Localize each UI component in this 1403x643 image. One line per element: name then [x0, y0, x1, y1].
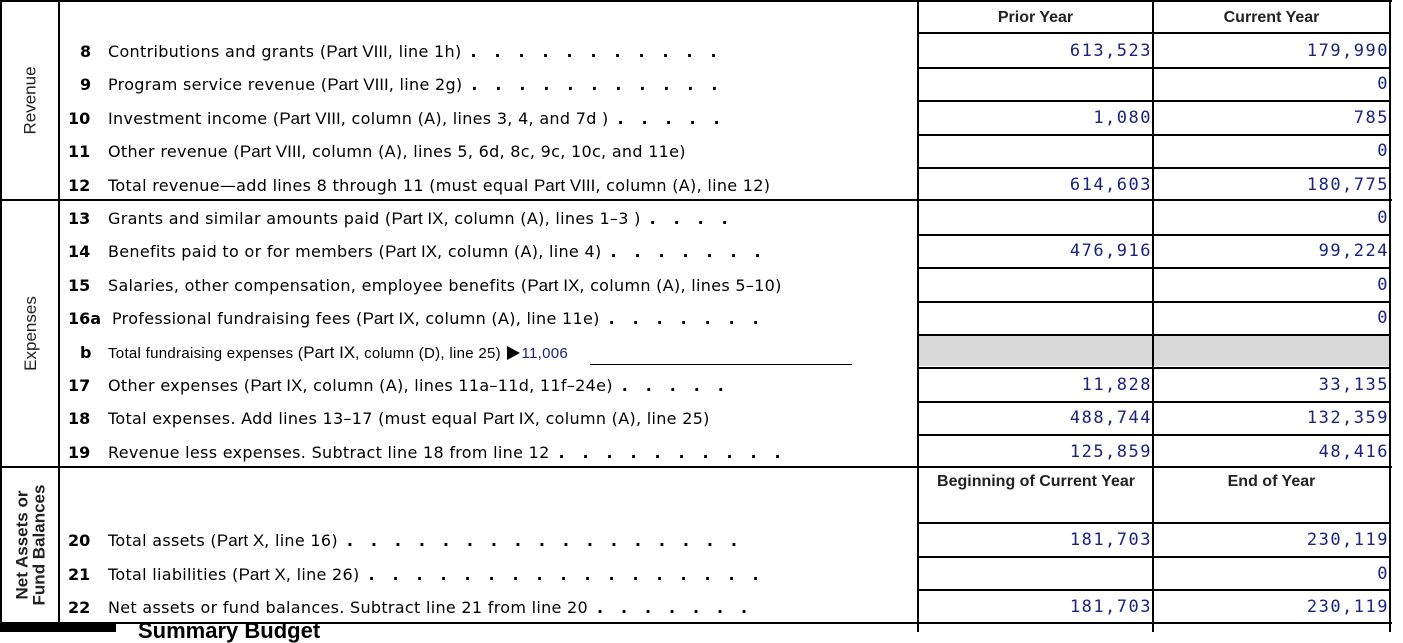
cell-border: [917, 589, 1391, 591]
prior-year-value: [920, 558, 1152, 591]
current-year-value: 33,135: [1318, 375, 1389, 395]
line-number: 14: [68, 242, 91, 261]
line-number: 17: [68, 376, 91, 395]
prior-year-value: [920, 202, 1152, 235]
line-item-row: [60, 558, 918, 591]
line-16b-shaded-current: [1154, 335, 1389, 366]
prior-year-value: [920, 68, 1152, 101]
current-year-value: 0: [1377, 275, 1389, 295]
line-label: Investment income (Part VIII, column (A), lines 3, 4, and 7d ) . . . . .: [108, 102, 729, 135]
current-year-value: 99,224: [1318, 241, 1389, 261]
cell-border: [917, 167, 1391, 169]
line-number: 16a: [68, 309, 102, 328]
prior-year-value: 11,828: [1081, 375, 1152, 395]
leader-dots: . . . . . . . . . . .: [470, 42, 717, 61]
header-prior-year: Prior Year: [997, 9, 1074, 26]
prior-year-value: 613,523: [1069, 41, 1152, 61]
leader-dots: . . . . . . . . . . . . . . . . .: [346, 531, 737, 550]
arrow-right-icon: [507, 346, 520, 360]
right-border: [1389, 0, 1391, 632]
line-label: Professional fundraising fees (Part IX, column (A), line 11e) . . . . . . .: [112, 302, 768, 335]
line-16b-underline: [590, 364, 852, 365]
line-label: Grants and similar amounts paid (Part IX, column (A), lines 1–3 ) . . . .: [108, 202, 737, 235]
line-item-row: [60, 35, 918, 68]
cell-border: [917, 134, 1391, 136]
line-number: 19: [68, 443, 91, 462]
line-item-row: [60, 436, 918, 469]
line-item-row: [60, 369, 918, 402]
cell-border: [917, 434, 1391, 436]
prior-year-value: 476,916: [1069, 241, 1152, 261]
cell-border: [917, 334, 1391, 336]
current-year-value: 230,119: [1306, 597, 1389, 617]
leader-dots: . . . . . . . . . . .: [471, 75, 718, 94]
current-year-value: 0: [1377, 74, 1389, 94]
line-item-row: [60, 302, 918, 335]
line-number: 15: [68, 276, 91, 295]
line-16b-label: Total fundraising expenses (Part IX, column (D), line 25) 11,006: [108, 343, 569, 362]
prior-year-value: 1,080: [1093, 108, 1152, 128]
line-number: 13: [68, 209, 91, 228]
line-number: 18: [68, 409, 91, 428]
prior-year-value: [920, 135, 1152, 168]
line-label: Revenue less expenses. Subtract line 18 from line 12 . . . . . . . . . .: [108, 436, 790, 469]
line-item-row: [60, 235, 918, 268]
cell-border: [917, 32, 1391, 34]
current-year-value: 0: [1377, 564, 1389, 584]
cell-border: [917, 267, 1391, 269]
line-label: Salaries, other compensation, employee benefits (Part IX, column (A), lines 5–10): [108, 276, 782, 295]
top-border: [0, 0, 1392, 2]
prior-year-value: 614,603: [1069, 175, 1152, 195]
cell-border: [917, 522, 1391, 524]
current-year-value: 0: [1377, 141, 1389, 161]
current-year-value: 132,359: [1306, 408, 1389, 428]
line-label: Other revenue (Part VIII, column (A), lines 5, 6d, 8c, 9c, 10c, and 11e): [108, 142, 686, 161]
line-number: b: [80, 343, 92, 362]
header-end-of-year: End of Year: [1227, 473, 1316, 490]
leader-dots: . . . . . . . . . . . . . . . . .: [368, 565, 759, 584]
part-tab-marker: [0, 624, 116, 632]
leader-dots: . . . . . . .: [596, 598, 748, 617]
leader-dots: . . . . .: [621, 376, 724, 395]
leader-dots: . . . .: [649, 209, 728, 228]
current-year-value: 0: [1377, 208, 1389, 228]
cell-border: [917, 100, 1391, 102]
line-item-row: [60, 102, 918, 135]
line-label: Program service revenue (Part VIII, line 2g) . . . . . . . . . . .: [108, 68, 726, 101]
line-number: 10: [68, 109, 91, 128]
header-beginning-of-year: Beginning of Current Year: [937, 473, 1135, 490]
section-net-assets: Net Assets or Fund Balances: [12, 484, 49, 606]
line-number: 9: [80, 75, 92, 94]
next-section-title: Summary Budget: [138, 618, 321, 643]
prior-year-value: [920, 302, 1152, 335]
line-item-row: [60, 68, 918, 101]
line-item-row: [60, 524, 918, 557]
line-item-row: [60, 169, 918, 202]
line-item-row: [60, 269, 918, 302]
cell-border: [917, 401, 1391, 403]
line-number: 11: [68, 142, 91, 161]
prior-year-value: 125,859: [1069, 442, 1152, 462]
line-number: 22: [68, 598, 91, 617]
current-year-value: 785: [1353, 108, 1389, 128]
current-year-value: 180,775: [1306, 175, 1389, 195]
line-number: 21: [68, 565, 91, 584]
leader-dots: . . . . . . . . . .: [558, 443, 781, 462]
current-year-value: 0: [1377, 308, 1389, 328]
line-number: 8: [80, 42, 92, 61]
prior-year-value: 181,703: [1069, 597, 1152, 617]
current-year-value: 179,990: [1306, 41, 1389, 61]
cell-border: [917, 367, 1391, 369]
prior-year-value: [920, 269, 1152, 302]
line-16b-shaded-prior: [919, 335, 1152, 366]
total-fundraising-expenses-value: 11,006: [521, 345, 569, 362]
leader-dots: . . . . .: [617, 109, 720, 128]
line-number: 20: [68, 531, 91, 550]
current-col-divider: [1152, 0, 1154, 632]
section-revenue: Revenue: [20, 66, 40, 135]
cell-border: [917, 556, 1391, 558]
section-expenses: Expenses: [20, 296, 40, 371]
leader-dots: . . . . . . .: [610, 242, 761, 261]
line-label: Total revenue—add lines 8 through 11 (must equal Part VIII, column (A), line 12): [108, 176, 771, 195]
line-item-row: [60, 402, 918, 435]
line-label: Other expenses (Part IX, column (A), lines 11a–11d, 11f–24e) . . . . .: [108, 369, 733, 402]
current-year-value: 48,416: [1318, 442, 1389, 462]
line-label: Total liabilities (Part X, line 26) . . . . . . . . . . . . . . . . .: [108, 558, 768, 591]
header-current-year: Current Year: [1223, 9, 1320, 26]
line-label: Total expenses. Add lines 13–17 (must equal Part IX, column (A), line 25): [108, 409, 710, 428]
line-label: Benefits paid to or for members (Part IX, column (A), line 4) . . . . . . .: [108, 235, 770, 268]
line-item-row: [60, 135, 918, 168]
line-label: Contributions and grants (Part VIII, line 1h) . . . . . . . . . . .: [108, 35, 726, 68]
line-item-row: [60, 202, 918, 235]
line-label: Net assets or fund balances. Subtract line 21 from line 20 . . . . . . .: [108, 591, 756, 624]
cell-border: [917, 301, 1391, 303]
line-label: Total assets (Part X, line 16) . . . . . . . . . . . . . . . . .: [108, 524, 746, 557]
leader-dots: . . . . . . .: [608, 309, 759, 328]
prior-year-value: 181,703: [1069, 530, 1152, 550]
line-number: 12: [68, 176, 91, 195]
current-year-value: 230,119: [1306, 530, 1389, 550]
prior-year-value: 488,744: [1069, 408, 1152, 428]
cell-border: [917, 234, 1391, 236]
cell-border: [917, 67, 1391, 69]
